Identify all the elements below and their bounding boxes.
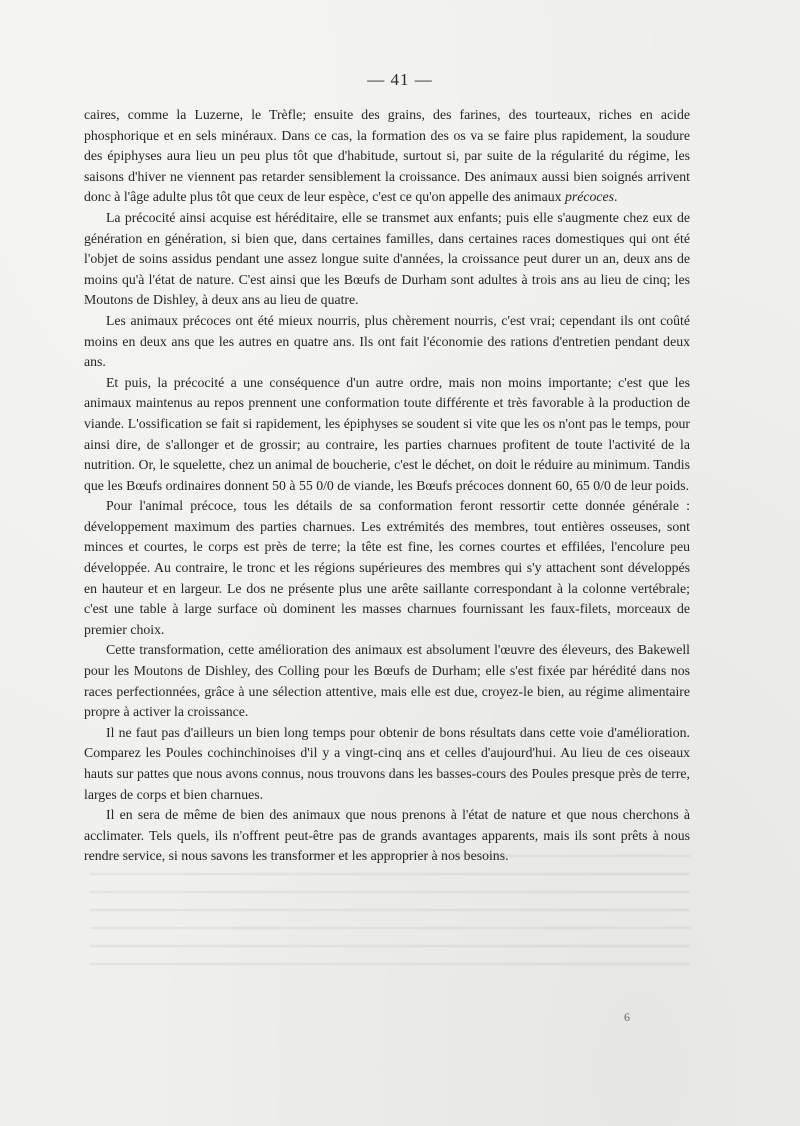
paragraph-1 — [84, 105, 690, 208]
paragraph-1-text: caires, comme la Luzerne, le Trèfle; ensuite des grains, des farines, des tourteaux, riches en acide phosphorique et en sels minéraux. Dans ce cas, la formation des os va se faire plus rapidement, la soudure des épiphyses aura lieu un peu plus tôt que d'habitude, surtout si, par suite de la régularité du régime, les saisons d'hiver ne viennent pas retarder sensiblement la croissance. Des animaux aussi bien soignés arrivent donc à l'âge adulte plus tôt que ceux de leur espèce, c'est ce qu'on appelle des animaux — [84, 107, 690, 205]
paragraph-1-end: . — [614, 189, 618, 205]
paragraph-3: Les animaux précoces ont été mieux nourris, plus chèrement nourris, c'est vrai; cependant ils ont coûté moins en deux ans que les autres en quatre ans. Ils ont fait l'économie des rations d'entretien pendant deux ans. — [84, 312, 690, 370]
paragraph-6: Cette transformation, cette amélioration des animaux est absolument l'œuvre des éleveurs, des Bakewell pour les Moutons de Dishley, des Colling pour les Bœufs de Durham; elle s'est fixée par hérédité dans nos races perfectionnées, grâce à une sélection attentive, mais elle est due, croyez-le bien, au régime alimentaire propre à activer la croissance. — [84, 642, 690, 720]
paragraph-5: Pour l'animal précoce, tous les détails de sa conformation feront ressortir cette donnée générale : développement maximum des parties charnues. Les extrémités des membres, tout entières osseuses, sont minces et courtes, le corps est près de terre; la tête est fine, les cornes courtes et effilées, l'encolure peu développée. Au contraire, le tronc et les régions supérieures des membres qui s'y attachent sont développés en hauteur et en largeur. Le dos ne présente plus une arête saillante correspondant à la colonne vertébrale; c'est une table à large surface où dominent les masses charnues fournissant les faux-filets, morceaux de premier choix. — [84, 498, 690, 637]
paragraph-8: Il en sera de même de bien des animaux que nous prenons à l'état de nature et que nous cherchons à acclimater. Tels quels, ils n'offrent peut-être pas de grands avantages apparents, mais ils sont prêts à nous rendre service, si nous savons les transformer et les approprier à nos besoins. — [84, 807, 690, 864]
bleed-through-text — [90, 855, 690, 995]
paragraph-2: La précocité ainsi acquise est héréditaire, elle se transmet aux enfants; puis elle s'augmente chez eux de génération en génération, si bien que, dans certaines familles, dans certaines races domestiques qui ont été l'objet de soins assidus pendant une assez longue suite d'années, la croissance peut durer un an, deux ans de moins qu'à l'état de nature. C'est ainsi que les Bœufs de Durham sont adultes à trois ans au lieu de cinq; les Moutons de Dishley, à deux ans au lieu de quatre. — [84, 209, 690, 308]
footer-mark: 6 — [624, 1010, 630, 1024]
paragraph-4: Et puis, la précocité a une conséquence d'un autre ordre, mais non moins importante; c'est que les animaux maintenus au repos prennent une conformation toute différente et très favorable à la production de viande. L'ossification se fait si rapidement, les épiphyses se soudent si vite que les os n'ont pas le temps, pour ainsi dire, de s'allonger et de grossir; au contraire, les parties charnues profitent de toute l'activité de la nutrition. Or, le squelette, chez un animal de boucherie, c'est le déchet, on doit le réduire au minimum. Tandis que les Bœufs ordinaires donnent 50 à 55 0/0 de viande, les Bœufs précoces donnent 60, 65 0/0 de leur poids. — [84, 374, 690, 493]
document-body — [84, 105, 690, 867]
italic-term-precoces: précoces — [564, 189, 614, 205]
page-number: — 41 — — [367, 70, 433, 89]
paragraph-7: Il ne faut pas d'ailleurs un bien long temps pour obtenir de bons résultats dans cette voie d'amélioration. Comparez les Poules cochinchinoises d'il y a vingt-cinq ans et celles d'aujourd'hui. Au lieu de ces oiseaux hauts sur pattes que nous avons connus, nous trouvons dans les basses-cours des Poules presque près de terre, larges de corps et bien charnues. — [84, 724, 690, 802]
